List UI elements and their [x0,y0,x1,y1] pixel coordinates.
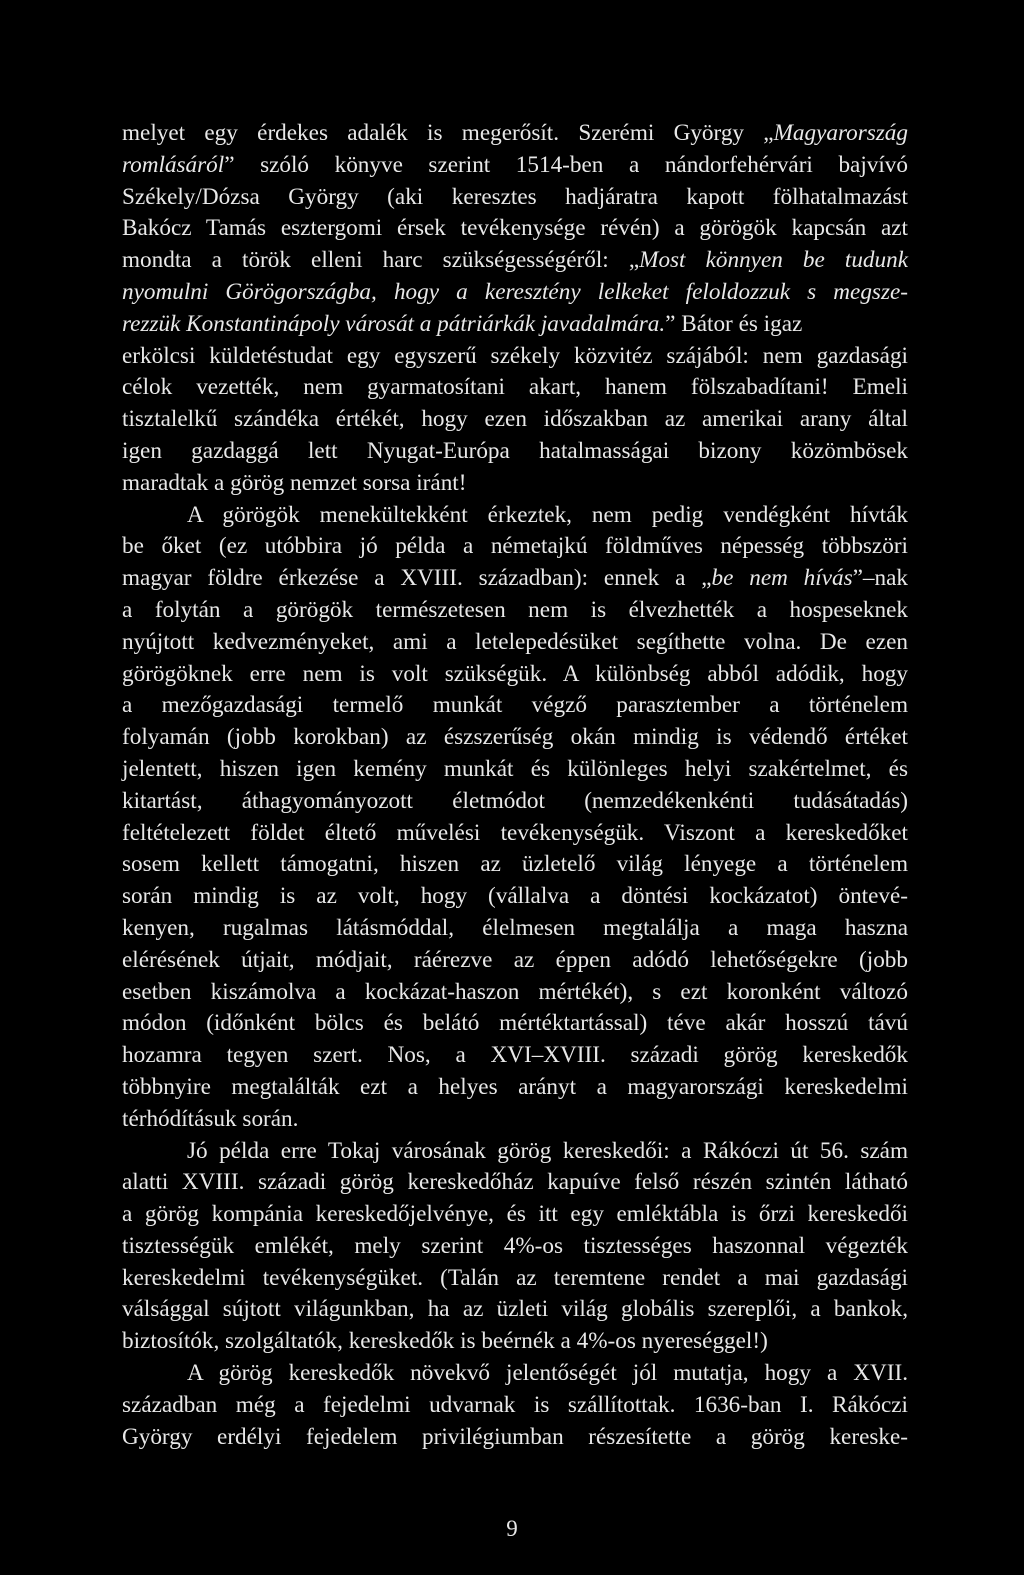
text-line [122,627,908,659]
text-line [122,977,908,1009]
body-text [122,118,908,1453]
text-segment: kenyen, rugalmas látásmóddal, élelmesen megtalálja a maga haszna [122,914,908,941]
text-segment: ” Bátor és igaz [665,310,803,337]
text-line [122,1104,908,1136]
text-segment: Jó példa erre Tokaj városának görög kereskedői: a Rákóczi út 56. szám [187,1137,908,1164]
text-segment: módon (időnként bölcs és belátó mértéktartással) téve akár hosszú távú [122,1010,908,1037]
text-line [122,1040,908,1072]
text-segment: hozamra tegyen szert. Nos, a XVI–XVIII. századi görög kereskedők [122,1042,908,1069]
text-line [122,182,908,214]
text-line [122,945,908,977]
text-line [122,881,908,913]
text-segment: biztosítók, szolgáltatók, kereskedők is beérnék a 4%-os nyereséggel!) [122,1328,768,1355]
text-segment: jelentett, hiszen igen kemény munkát és különleges helyi szakértelmet, és [122,755,908,782]
text-line [122,786,908,818]
text-line [122,722,908,754]
text-line [122,150,908,182]
text-line [122,754,908,786]
text-segment: Székely/Dózsa György (aki keresztes hadjáratra kapott fölhatalmazást [122,183,908,210]
text-segment: a görög kompánia kereskedőjelvénye, és itt egy emléktábla is őrzi kereskedői [122,1201,908,1228]
text-segment: erkölcsi küldetéstudat egy egyszerű székely közvitéz szájából: nem gazdasági [122,342,908,369]
text-segment: folyamán (jobb korokban) az észszerűség okán mindig is védendő értéket [122,724,908,751]
text-segment: maradtak a görög nemzet sorsa iránt! [122,469,467,496]
text-segment: során mindig is az volt, hogy (vállalva a döntési kockázatot) öntevé- [122,883,908,910]
text-segment: ”–nak [852,565,909,592]
text-segment: mondta a török elleni harc szükségességéről: „ [122,247,640,274]
text-segment: görögöknek erre nem is volt szükségük. A különbség abból adódik, hogy [122,660,908,687]
text-segment: célok vezették, nem gyarmatosítani akart, hanem fölszabadítani! Emeli [122,374,908,401]
text-segment: be őket (ez utóbbira jó példa a németajkú földműves népesség többszöri [122,533,908,560]
text-line [122,245,908,277]
italic-text: nyomulni Görögországba, hogy a keresztény lelkeket feloldozzuk s megsze- [122,278,908,305]
text-segment: magyar földre érkezése a XVIII. században): ennek a „ [122,565,712,592]
text-segment: György erdélyi fejedelem privilégiumban részesítette a görög kereske- [122,1423,908,1450]
page-number: 9 [506,1516,518,1541]
text-segment: tisztességük emlékét, mely szerint 4%-os tisztességes haszonnal végezték [122,1232,908,1259]
text-segment: sosem kellett támogatni, hiszen az üzletelő világ lényege a történelem [122,851,908,878]
text-line [122,341,908,373]
text-line [122,1326,908,1358]
text-line [122,500,908,532]
text-line [122,913,908,945]
text-segment: a mezőgazdasági termelő munkát végző parasztember a történelem [122,692,908,719]
text-line [122,1072,908,1104]
italic-text: be nem hívás [711,565,853,592]
text-segment: többnyire megtalálták ezt a helyes arányt a magyarországi kereskedelmi [122,1073,908,1100]
text-segment: Bakócz Tamás esztergomi érsek tevékenysége révén) a görögök kapcsán azt [122,215,908,242]
text-line [122,1294,908,1326]
text-line [122,372,908,404]
text-segment: térhódításuk során. [122,1105,299,1132]
text-line [122,213,908,245]
text-line [122,1136,908,1168]
text-line [122,1422,908,1454]
text-segment: A görögök menekültekként érkeztek, nem pedig vendégként hívták [187,501,908,528]
text-segment: feltételezett földet éltető művelési tevékenységük. Viszont a kereskedőket [122,819,908,846]
text-line [122,849,908,881]
text-segment: melyet egy érdekes adalék is megerősít. Szerémi György „ [122,120,774,146]
text-line [122,818,908,850]
text-line [122,1008,908,1040]
text-line [122,118,908,150]
text-segment: a folytán a görögök természetesen nem is élvezhették a hospeseknek [122,596,908,623]
text-line [122,1390,908,1422]
text-segment: kereskedelmi tevékenységüket. (Talán az teremtene rendet a mai gazdasági [122,1264,908,1291]
text-line [122,309,908,341]
text-line [122,277,908,309]
text-segment: igen gazdaggá lett Nyugat-Európa hatalmasságai bizony közömbösek [122,437,908,464]
italic-text: rezzük Konstantinápoly városát a pátriárkák javadalmára. [122,310,666,337]
text-line [122,690,908,722]
text-line [122,1358,908,1390]
italic-text: romlásáról [122,151,225,178]
text-segment: kitartást, áthagyományozott életmódot (nemzedékenkénti tudásátadás) [122,787,908,814]
text-segment: alatti XVIII. századi görög kereskedőház kapuíve felső részén szintén látható [122,1169,908,1196]
text-line [122,1263,908,1295]
text-segment: tisztalelkű szándéka értékét, hogy ezen időszakban az amerikai arany által [122,406,908,433]
text-line [122,404,908,436]
text-line [122,595,908,627]
text-segment: elérésének útjait, módjait, ráérezve az éppen adódó lehetőségekre (jobb [122,946,908,973]
text-line [122,1199,908,1231]
text-line [122,659,908,691]
text-line [122,563,908,595]
text-segment: században még a fejedelmi udvarnak is szállítottak. 1636-ban I. Rákóczi [122,1391,908,1418]
italic-text: Most könnyen be tudunk [639,247,908,274]
text-line [122,531,908,563]
italic-text: Magyarország [773,120,908,146]
text-line [122,1231,908,1263]
text-segment: esetben kiszámolva a kockázat-haszon mértékét), s ezt koronként változó [122,978,908,1005]
text-line [122,1167,908,1199]
text-segment: ” szóló könyve szerint 1514-ben a nándorfehérvári bajvívó [224,151,908,178]
text-segment: A görög kereskedők növekvő jelentőségét jól mutatja, hogy a XVII. [187,1360,908,1387]
text-segment: nyújtott kedvezményeket, ami a letelepedésüket segíthette volna. De ezen [122,628,908,655]
text-line [122,468,908,500]
text-line [122,436,908,468]
text-segment: válsággal sújtott világunkban, ha az üzleti világ globális szereplői, a bankok, [122,1296,908,1323]
